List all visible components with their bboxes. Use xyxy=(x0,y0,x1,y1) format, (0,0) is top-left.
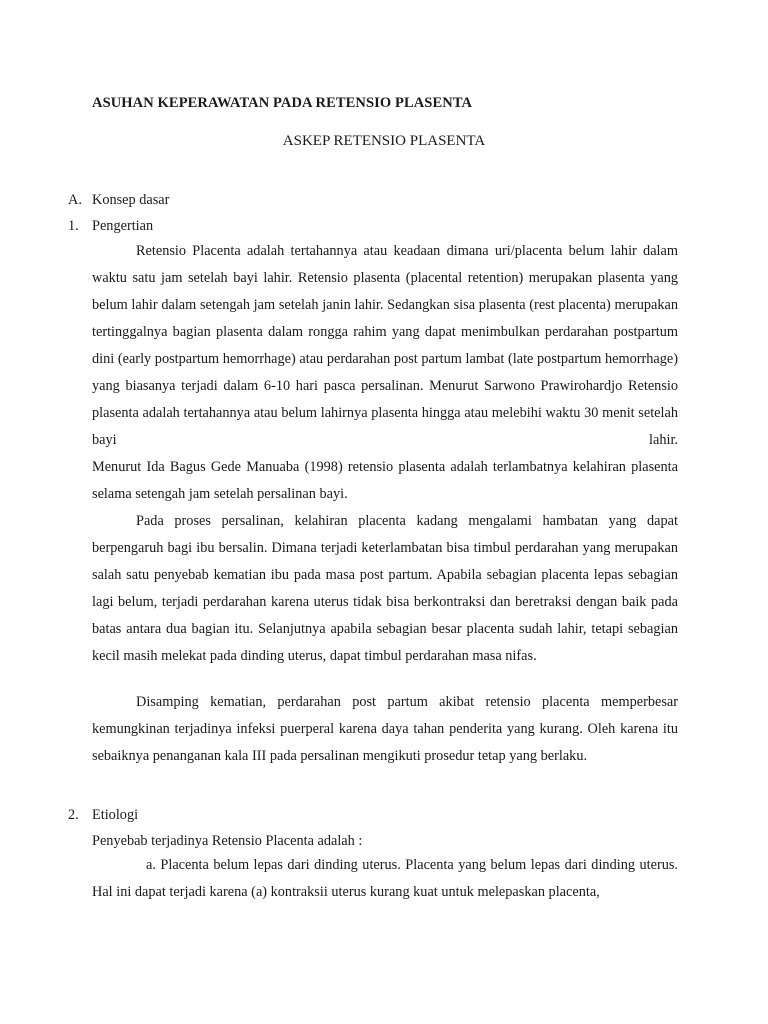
item-number: 1. xyxy=(68,218,79,234)
item-heading-2 xyxy=(68,805,138,825)
document-title: ASUHAN KEPERAWATAN PADA RETENSIO PLASENTA xyxy=(92,95,473,111)
paragraph-complication xyxy=(92,689,678,770)
section-label: Konsep dasar xyxy=(92,192,170,208)
document-subtitle-text: ASKEP RETENSIO PLASENTA xyxy=(282,133,486,149)
paragraph-text: Menurut Ida Bagus Gede Manuaba (1998) retensio plasenta adalah terlambatnya kelahiran plasenta selama setengah jam setelah persalinan bayi. xyxy=(92,459,678,502)
paragraph-text: Disamping kematian, perdarahan post partum akibat retensio placenta memperbesar kemungkinan terjadinya infeksi puerperal karena daya tahan penderita yang kurang. Oleh karena itu sebaiknya penanganan kala III pada persalinan mengikuti prosedur tetap yang berlaku. xyxy=(92,694,678,764)
document-subtitle xyxy=(0,133,768,150)
paragraph-text: Retensio Placenta adalah tertahannya atau keadaan dimana uri/placenta belum lahir dalam waktu satu jam setelah bayi lahir. Retensio plasenta (placental retention) merupakan plasenta yang belum lahir dalam setengah jam setelah janin lahir. Sedangkan sisa plasenta (rest placenta) merupakan tertinggalnya bagian plasenta dalam rongga rahim yang dapat menimbulkan perdarahan postpartum dini (early postpartum hemorrhage) atau perdarahan post partum lambat (late postpartum hemorrhage) yang biasanya terjadi dalam 6-10 hari pasca persalinan. Menurut Sarwono Prawirohardjo Retensio plasenta adalah tertahannya atau belum lahirnya plasenta hingga atau melebihi waktu 30 menit setelah bayi lahir. xyxy=(92,243,678,448)
section-number: A. xyxy=(68,192,82,208)
item-label: Etiologi xyxy=(92,807,139,823)
item-label: Pengertian xyxy=(92,218,154,234)
paragraph-text: Pada proses persalinan, kelahiran placenta kadang mengalami hambatan yang dapat berpengaruh bagi ibu bersalin. Dimana terjadi keterlambatan bisa timbul perdarahan yang merupakan salah satu penyebab kematian ibu pada masa post partum. Apabila sebagian placenta lepas sebagian lagi belum, terjadi perdarahan karena uterus tidak bisa berkontraksi dan beretraksi dengan baik pada batas antara dua bagian itu. Selanjutnya apabila sebagian besar placenta sudah lahir, tetapi sebagian kecil masih melekat pada dinding uterus, dapat timbul perdarahan masa nifas. xyxy=(92,513,678,664)
paragraph-process xyxy=(92,508,678,670)
paragraph-manuaba xyxy=(92,454,678,508)
section-heading-a xyxy=(68,190,169,210)
paragraph-definition xyxy=(92,238,678,454)
paragraph-cause-a xyxy=(92,852,678,906)
paragraph-cause-intro: Penyebab terjadinya Retensio Placenta adalah : xyxy=(92,833,363,849)
item-heading-1 xyxy=(68,216,153,236)
paragraph-text: a. Placenta belum lepas dari dinding uterus. Placenta yang belum lepas dari dinding uterus. Hal ini dapat terjadi karena (a) kontraksii uterus kurang kuat untuk melepaskan placenta, xyxy=(92,857,678,900)
item-number: 2. xyxy=(68,807,79,823)
